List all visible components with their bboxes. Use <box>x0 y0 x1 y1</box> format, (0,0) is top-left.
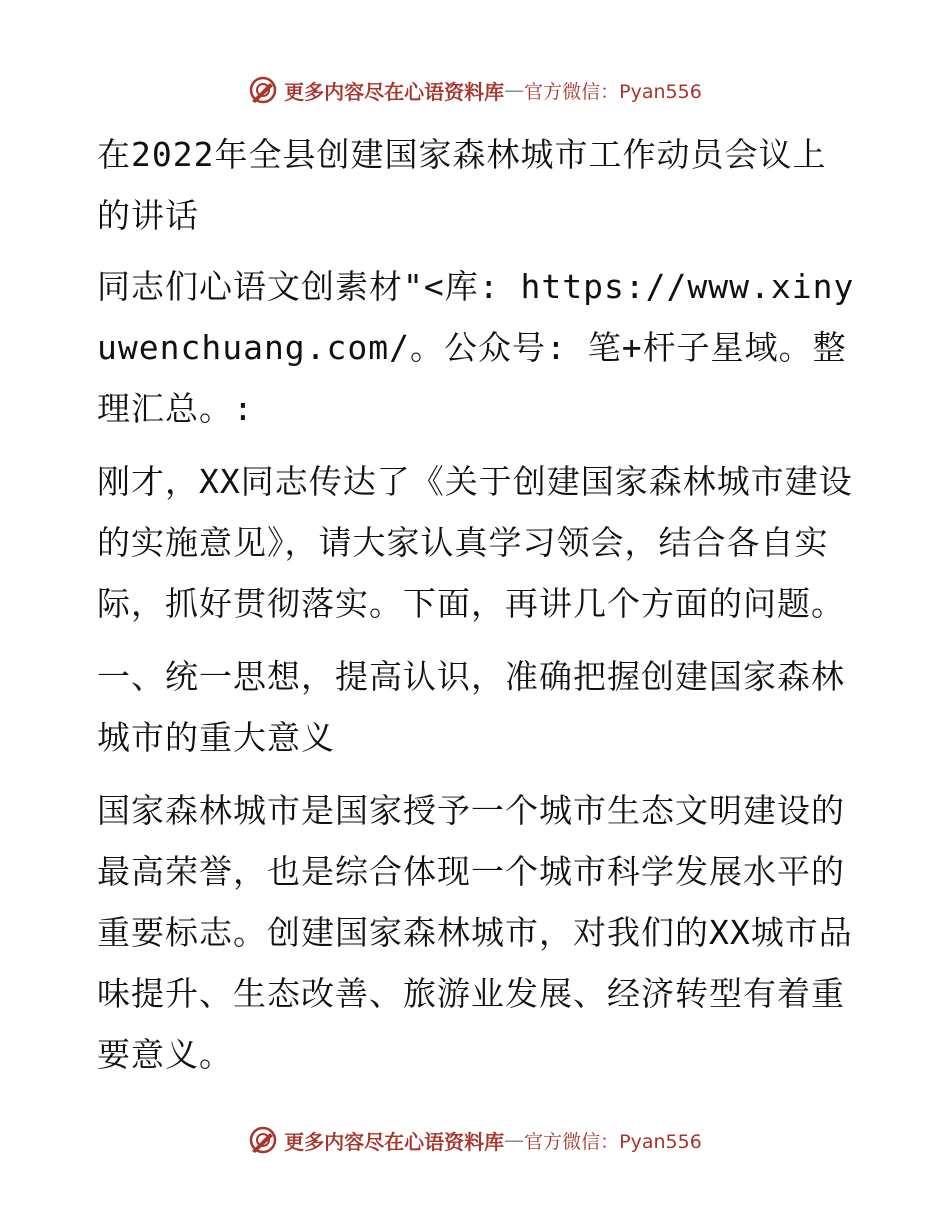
section-heading-1: 一、统一思想，提高认识，准确把握创建国家森林城市的重大意义 <box>97 657 845 757</box>
pen-logo-icon <box>248 75 278 105</box>
wechat-text: 官方微信：Pyan556 <box>524 1130 702 1153</box>
footer-banner <box>0 1122 950 1158</box>
pen-logo-icon <box>248 1125 278 1155</box>
header-banner <box>0 72 950 108</box>
brand-text: 更多内容尽在心语资料库 <box>284 1129 505 1154</box>
banner-dash: — <box>504 1128 525 1152</box>
document-body <box>97 124 857 1097</box>
paragraph-section-1: 国家森林城市是国家授予一个城市生态文明建设的最高荣誉，也是综合体现一个城市科学发展水平的重要标志。创建国家森林城市，对我们的XX城市品味提升、生态改善、旅游业发展、经济转型有着重要意义。 <box>97 791 853 1074</box>
brand-text: 更多内容尽在心语资料库 <box>284 79 505 104</box>
banner-dash: — <box>504 78 525 102</box>
paragraph-intro: 同志们心语文创素材"<库: https://www.xinyuwenchuang.com/。公众号: 笔+杆子星域。整理汇总。: <box>97 267 855 428</box>
document-title: 在2022年全县创建国家森林城市工作动员会议上的讲话 <box>97 135 827 235</box>
wechat-text: 官方微信：Pyan556 <box>524 80 702 103</box>
paragraph-opening: 刚才，XX同志传达了《关于创建国家森林城市建设的实施意见》，请大家认真学习领会，结合各自实际，抓好贯彻落实。下面，再讲几个方面的问题。 <box>97 462 853 623</box>
